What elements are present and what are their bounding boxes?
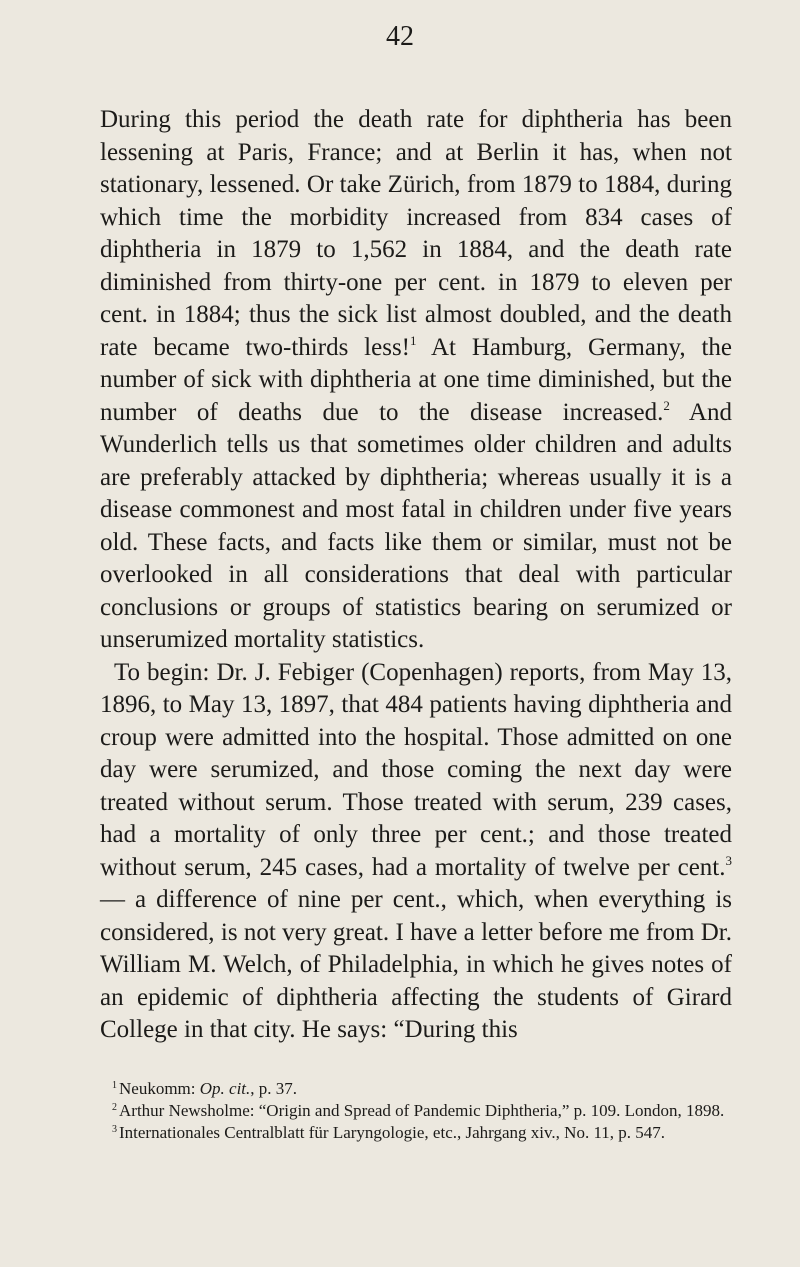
- footnote-marker: 3: [112, 1124, 117, 1135]
- footnote-1: [100, 1078, 732, 1100]
- page-number: 42: [386, 21, 414, 52]
- paragraph-text: To begin: Dr. J. Febiger (Copenhagen) reports, from May 13, 1896, to May 13, 1897, that 484 patients having diphtheria and croup were admitted into the hospital. Those admitted on one day were serumized, and those coming the next day were treated without serum. Those treated with serum, 239 cases, had a mortality of only three per cent.; and those treated without serum, 245 cases, had a mortality of twelve per cent.: [100, 658, 732, 881]
- footnote-text: Arthur Newsholme: “Origin and Spread of Pandemic Diphtheria,” p. 109. London, 1898.: [119, 1101, 725, 1120]
- footnote-2: [100, 1100, 732, 1122]
- body-text: [100, 104, 732, 1047]
- paragraph-text: And Wunderlich tells us that sometimes older children and adults are preferably attacked by diphtheria; whereas usually it is a disease commonest and most fatal in children under five years old. These facts, and facts like them or similar, must not be overlooked in all considerations that deal with particular conclusions or groups of statistics bearing on serumized or unserumized mortality statistics.: [100, 398, 732, 653]
- footnotes: [100, 1078, 732, 1144]
- footnote-marker: 2: [112, 1102, 117, 1113]
- paragraph-text: — a difference of nine per cent., which, when everything is considered, is not very great. I have a letter before me from Dr. William M. Welch, of Philadelphia, in which he gives notes of an epidemic of diphtheria affecting the students of Girard College in that city. He says: “During this: [100, 886, 732, 1043]
- footnote-citation-italic: Op. cit.: [199, 1079, 251, 1098]
- footnote-text: , p. 37.: [250, 1079, 298, 1098]
- footnote-text: Internationales Centralblatt für Laryngologie, etc., Jahrgang xiv., No. 11, p. 547.: [119, 1123, 666, 1142]
- paragraph-2: [100, 657, 732, 1047]
- paragraph-text: During this period the death rate for diphtheria has been lessening at Paris, France; and at Berlin it has, when not stationary, lessened. Or take Zürich, from 1879 to 1884, during which time the morbidity increased from 834 cases of diphtheria in 1879 to 1,562 in 1884, and the death rate diminished from thirty-one per cent. in 1879 to eleven per cent. in 1884; thus the sick list almost doubled, and the death rate became two-thirds less!: [100, 106, 732, 361]
- footnote-3: [100, 1122, 732, 1144]
- footnote-ref-1: 1: [410, 332, 417, 348]
- footnote-ref-3: 3: [725, 852, 732, 868]
- footnote-marker: 1: [112, 1080, 117, 1091]
- paragraph-1: [100, 104, 732, 657]
- footnote-text: Neukomm:: [119, 1079, 200, 1098]
- footnote-ref-2: 2: [663, 397, 670, 413]
- paragraph-text: At Hamburg, Germany, the number of sick with diphtheria at one time diminished, but the number of deaths due to the disease increased.: [100, 333, 732, 426]
